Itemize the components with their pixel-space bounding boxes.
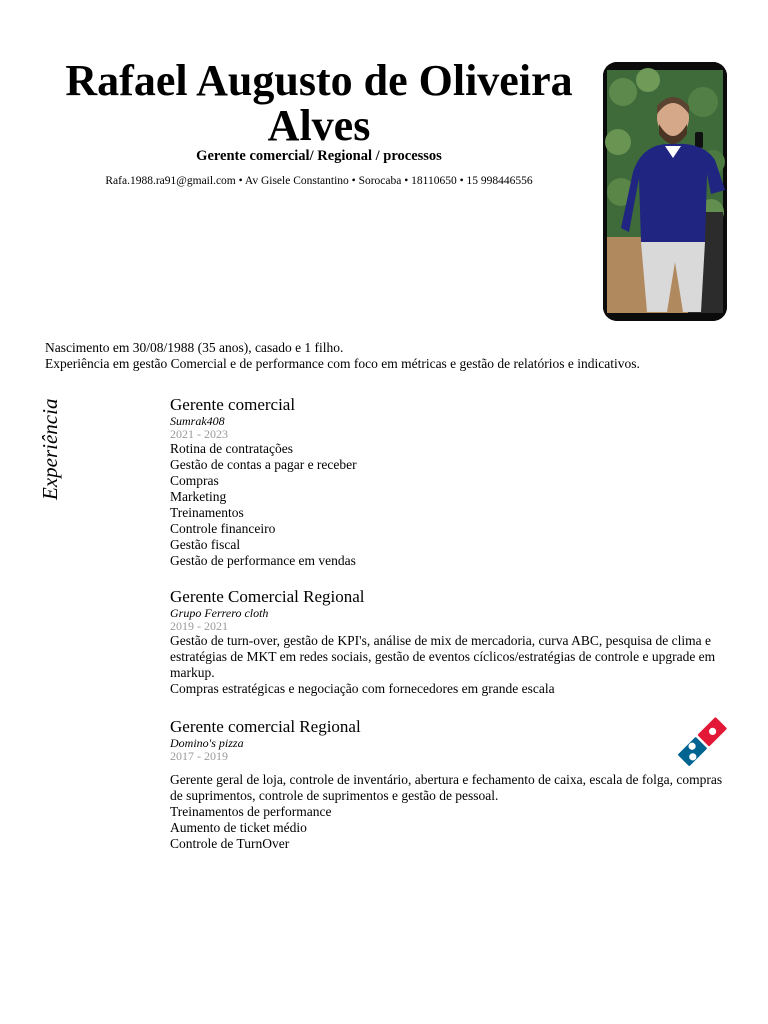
job-title: Gerente comercial Regional bbox=[170, 717, 361, 736]
resume-name: Rafael Augusto de Oliveira Alves bbox=[65, 56, 573, 150]
job-duty: Compras estratégicas e negociação com fornecedores em grande escala bbox=[170, 681, 555, 696]
job-description: Gestão de turn-over, gestão de KPI's, análise de mix de mercadoria, curva ABC, pesquisa de clima e estratégias de MKT em redes sociais, gestão de eventos cíclicos/estratégias de controle e upgrade em markup. bbox=[170, 633, 716, 680]
job-duty: Gestão fiscal bbox=[170, 537, 241, 552]
job-description: Gerente geral de loja, controle de inventário, abertura e fechamento de caixa, escala de folga, compras de suprimentos, controle de suprimentos e gestão de pessoal. bbox=[170, 772, 723, 803]
job-title: Gerente comercial bbox=[170, 395, 296, 414]
dominos-logo-icon bbox=[676, 716, 728, 768]
job-duty: Aumento de ticket médio bbox=[170, 820, 307, 835]
resume-role: Gerente comercial/ Regional / processos bbox=[196, 148, 442, 164]
job-duty: Compras bbox=[170, 473, 219, 488]
summary bbox=[45, 340, 745, 371]
job-duty: Marketing bbox=[170, 489, 227, 504]
job-title: Gerente Comercial Regional bbox=[170, 587, 365, 606]
job-duty: Rotina de contratações bbox=[170, 441, 293, 456]
contact-line: Rafa.1988.ra91@gmail.com • Av Gisele Constantino • Sorocaba • 18110650 • 15 998446556 bbox=[105, 175, 533, 187]
summary-experience: Experiência em gestão Comercial e de performance com foco em métricas e gestão de relatórios e indicativos. bbox=[45, 355, 640, 371]
job-duty: Gestão de performance em vendas bbox=[170, 553, 356, 568]
job-company: Domino's pizza bbox=[170, 736, 244, 750]
job-company: Sumrak408 bbox=[170, 414, 225, 428]
job-period: 2019 - 2021 bbox=[170, 619, 228, 633]
job-company: Grupo Ferrero cloth bbox=[170, 606, 269, 620]
section-label-experiencia: Experiência bbox=[38, 398, 62, 500]
summary-birth: Nascimento em 30/08/1988 (35 anos), casado e 1 filho. bbox=[45, 340, 344, 355]
dominos-logo bbox=[676, 716, 728, 768]
job-duty: Controle de TurnOver bbox=[170, 836, 290, 851]
job-duty: Gestão de contas a pagar e receber bbox=[170, 457, 357, 472]
job-period: 2021 - 2023 bbox=[170, 427, 228, 441]
job-period: 2017 - 2019 bbox=[170, 749, 228, 763]
job-duty: Controle financeiro bbox=[170, 521, 276, 536]
job-duty: Treinamentos de performance bbox=[170, 804, 332, 819]
job-duty: Treinamentos bbox=[170, 505, 244, 520]
job-entry bbox=[170, 718, 725, 852]
job-entry bbox=[170, 396, 725, 569]
job-entry bbox=[170, 588, 725, 697]
profile-photo-illustration bbox=[603, 62, 727, 321]
profile-photo bbox=[603, 62, 727, 321]
